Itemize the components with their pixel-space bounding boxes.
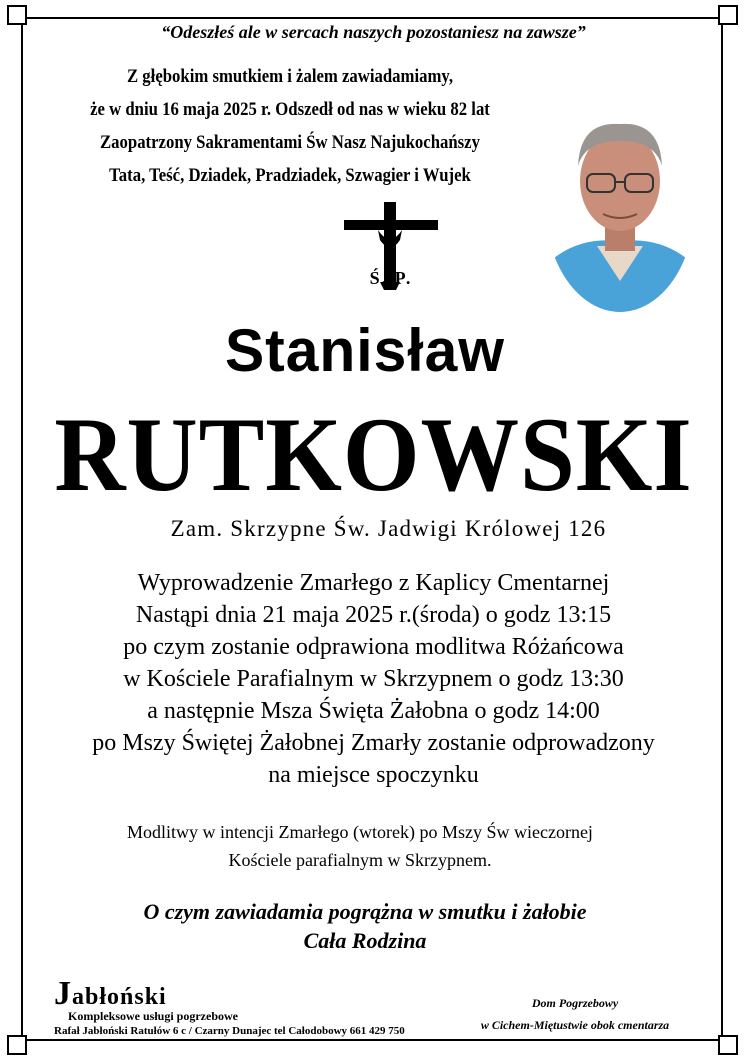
funeral-home-logo [54, 975, 414, 1039]
prayer-line: Kościele parafialnym w Skrzypnem. [228, 850, 492, 870]
logo-name [54, 975, 414, 1012]
deceased-portrait [545, 96, 695, 312]
sp-abbreviation: Ś. P. [369, 268, 413, 288]
ceremony-line: po czym zostanie odprawiona modlitwa Różańcowa [123, 634, 624, 660]
ceremony-line: w Kościele Parafialnym w Skrzypnem o godz 13:30 [123, 666, 624, 692]
closing-line: O czym zawiadamia pogrążna w smutku i żałobie [143, 899, 587, 924]
ceremony-line: a następnie Msza Święta Żałobna o godz 14:00 [147, 698, 600, 724]
residence-address: Zam. Skrzypne Św. Jadwigi Królowej 126 [170, 516, 607, 541]
home-location: w Cichem-Miętustwie obok cmentarza [480, 1018, 670, 1032]
memorial-quote: “Odeszłeś ale w sercach naszych pozostaniesz na zawsze” [161, 22, 586, 42]
intro-line: Tata, Teść, Dziadek, Pradziadek, Szwagier i Wujek [109, 165, 471, 186]
ceremony-line: Wyprowadzenie Zmarłego z Kaplicy Cmentarnej [137, 570, 610, 596]
logo-rest: abłoński [72, 984, 167, 1010]
closing-line: Cała Rodzina [303, 928, 427, 953]
intro-line: Zaopatrzony Sakramentami Św Nasz Najukochańszy [100, 132, 480, 153]
ceremony-line: Nastąpi dnia 21 maja 2025 r.(środa) o godz 13:15 [135, 602, 612, 628]
given-name: Stanisław [224, 317, 506, 384]
intro-line: Z głębokim smutkiem i żalem zawiadamiamy, [126, 66, 454, 87]
closing-signature [0, 897, 730, 955]
prayer-info [0, 818, 720, 874]
ceremony-line: po Mszy Świętej Żałobnej Zmarły zostanie odprowadzony [92, 730, 655, 756]
prayer-line: Modlitwy w intencji Zmarłego (wtorek) po Mszy Św wieczornej [127, 822, 593, 842]
funeral-home-info [450, 992, 700, 1036]
ceremony-details [0, 567, 747, 791]
announcement-intro [88, 60, 493, 192]
ceremony-line: na miejsce spoczynku [268, 762, 479, 788]
logo-initial: J [54, 975, 72, 1012]
logo-tagline: Kompleksowe usługi pogrzebowe [68, 1009, 239, 1023]
logo-address: Rafał Jabłoński Ratułów 6 c / Czarny Dunajec tel Całodobowy 661 429 750 [54, 1025, 405, 1037]
surname: RUTKOWSKI [54, 396, 693, 513]
home-title: Dom Pogrzebowy [531, 996, 619, 1010]
intro-line: że w dniu 16 maja 2025 r. Odszedł od nas w wieku 82 lat [90, 99, 490, 120]
